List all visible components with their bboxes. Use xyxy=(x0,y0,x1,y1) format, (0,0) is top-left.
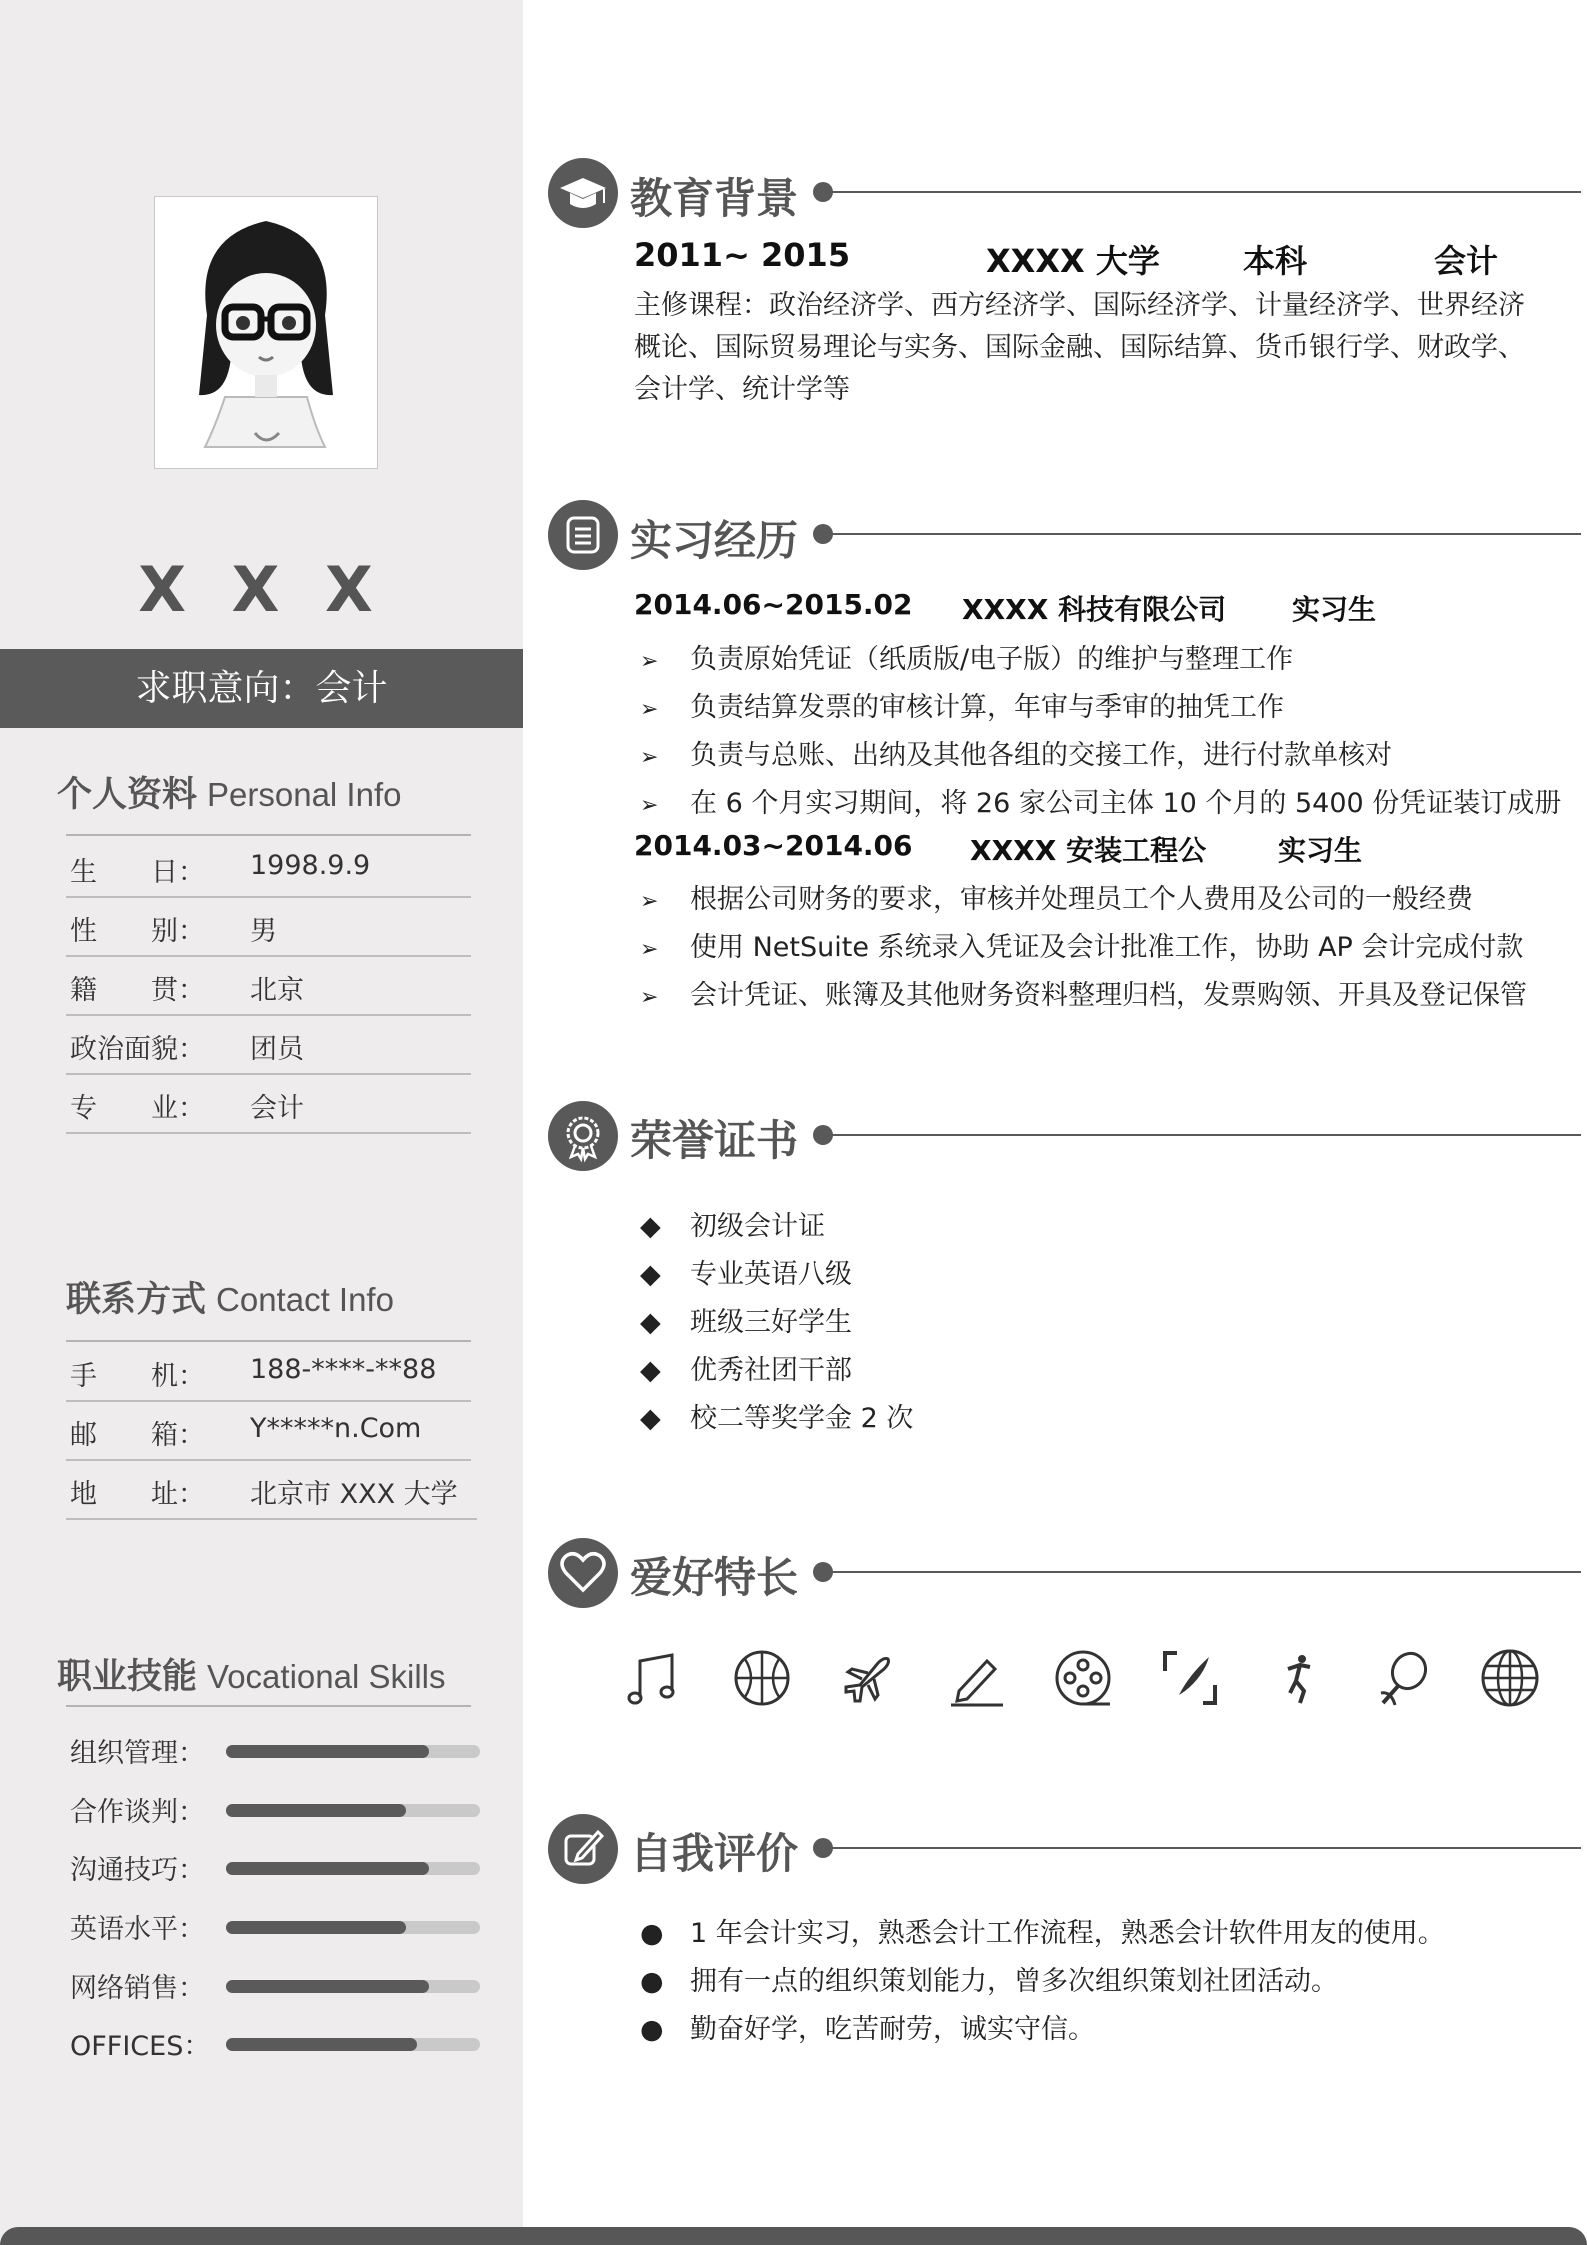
personal-info-divider xyxy=(66,834,471,836)
skill-row xyxy=(70,1966,480,2006)
honor-text: 初级会计证 xyxy=(690,1211,825,1242)
info-label: 性 别： xyxy=(70,916,205,947)
skill-label: 网络销售： xyxy=(70,1973,205,2004)
graduation-cap-icon xyxy=(548,158,618,228)
contact-info-title-en: Contact Info xyxy=(216,1281,394,1318)
arrow-bullet-icon: ➢ xyxy=(640,985,659,1010)
arrow-bullet-icon: ➢ xyxy=(640,937,659,962)
skill-bar-fill xyxy=(226,1804,406,1817)
education-period: 2011~ 2015 xyxy=(634,236,851,274)
section-line xyxy=(830,1571,1581,1573)
job-2-period: 2014.03~2014.06 xyxy=(634,829,913,862)
list-item xyxy=(640,781,1561,820)
info-row-address xyxy=(66,1460,477,1520)
section-line xyxy=(830,1847,1581,1849)
list-item xyxy=(640,877,1473,916)
candidate-name: X X X xyxy=(138,553,385,626)
skill-bar-fill xyxy=(226,1745,429,1758)
badminton-icon xyxy=(1373,1647,1435,1709)
honor-text: 专业英语八级 xyxy=(690,1259,852,1290)
info-value: 会计 xyxy=(250,1093,304,1124)
job-1-role: 实习生 xyxy=(1292,593,1377,626)
skill-bar-track xyxy=(226,1745,480,1758)
skill-label: 沟通技巧： xyxy=(70,1855,205,1886)
diamond-bullet-icon: ◆ xyxy=(640,1403,661,1434)
list-item xyxy=(640,1204,825,1243)
arrow-bullet-icon: ➢ xyxy=(640,697,659,722)
self-eval-text: 拥有一点的组织策划能力，曾多次组织策划社团活动。 xyxy=(690,1966,1338,1997)
document-list-icon xyxy=(548,500,618,570)
personal-info-title-cn: 个人资料 xyxy=(57,775,198,815)
basketball-icon xyxy=(731,1647,793,1709)
duty-text: 使用 NetSuite 系统录入凭证及会计批准工作，协助 AP 会计完成付款 xyxy=(690,932,1524,963)
personal-info-title-en: Personal Info xyxy=(207,776,402,813)
job-1-company: XXXX 科技有限公司 xyxy=(962,593,1227,626)
arrow-bullet-icon: ➢ xyxy=(640,745,659,770)
skill-label: 组织管理： xyxy=(70,1738,205,1769)
duty-text: 负责原始凭证（纸质版/电子版）的维护与整理工作 xyxy=(690,644,1294,675)
job-intent-banner: 求职意向：会计 xyxy=(0,649,523,728)
education-degree: 本科 xyxy=(1243,242,1308,280)
education-school: XXXX 大学 xyxy=(986,242,1160,280)
contact-info-heading xyxy=(66,1272,394,1322)
duty-text: 在 6 个月实习期间，将 26 家公司主体 10 个月的 5400 份凭证装订成册 xyxy=(690,788,1562,819)
list-item xyxy=(640,1348,852,1387)
arrow-bullet-icon: ➢ xyxy=(640,649,659,674)
diamond-bullet-icon: ◆ xyxy=(640,1211,661,1242)
skill-bar-track xyxy=(226,2038,480,2051)
skill-bar-track xyxy=(226,1921,480,1934)
info-label: 手 机： xyxy=(70,1361,205,1392)
list-item xyxy=(640,637,1293,676)
globe-icon xyxy=(1479,1647,1541,1709)
contact-info-title-cn: 联系方式 xyxy=(66,1280,207,1320)
avatar-illustration xyxy=(155,197,377,468)
airplane-icon xyxy=(838,1647,900,1709)
info-row-major xyxy=(66,1074,471,1134)
dot-bullet-icon: ● xyxy=(640,2014,664,2045)
list-item xyxy=(640,733,1392,772)
info-label: 籍 贯： xyxy=(70,975,205,1006)
dot-bullet-icon: ● xyxy=(640,1966,664,1997)
skill-bar-fill xyxy=(226,1980,429,1993)
list-item xyxy=(640,1300,852,1339)
skill-bar-track xyxy=(226,1980,480,1993)
personal-info-heading xyxy=(57,767,401,817)
info-value: 1998.9.9 xyxy=(250,850,371,881)
info-label: 生 日： xyxy=(70,857,205,888)
honor-text: 班级三好学生 xyxy=(690,1307,852,1338)
list-item xyxy=(640,1396,913,1435)
heart-icon xyxy=(548,1538,618,1608)
honor-text: 校二等奖学金 2 次 xyxy=(690,1403,914,1434)
skills-divider xyxy=(66,1705,471,1707)
skill-row xyxy=(70,1907,480,1947)
avatar xyxy=(154,196,378,469)
duty-text: 会计凭证、账簿及其他财务资料整理归档，发票购领、开具及登记保管 xyxy=(690,980,1527,1011)
info-label: 政治面貌： xyxy=(70,1034,205,1065)
diamond-bullet-icon: ◆ xyxy=(640,1307,661,1338)
list-item xyxy=(640,1959,1338,1998)
skill-row xyxy=(70,1731,480,1771)
film-reel-icon xyxy=(1052,1647,1114,1709)
skill-bar-fill xyxy=(226,1921,406,1934)
honor-text: 优秀社团干部 xyxy=(690,1355,852,1386)
job-1-period: 2014.06~2015.02 xyxy=(634,588,913,621)
diamond-bullet-icon: ◆ xyxy=(640,1259,661,1290)
pen-icon xyxy=(945,1647,1007,1709)
info-value: 188-****-**88 xyxy=(250,1354,437,1385)
skill-row xyxy=(70,2024,480,2064)
info-value: 团员 xyxy=(250,1034,304,1065)
dance-icon xyxy=(1266,1647,1328,1709)
dot-bullet-icon: ● xyxy=(640,1918,664,1949)
info-row-email xyxy=(66,1401,471,1461)
section-line xyxy=(830,533,1581,535)
list-item xyxy=(640,925,1523,964)
skills-title-en: Vocational Skills xyxy=(207,1658,446,1695)
skills-heading xyxy=(57,1649,445,1699)
edit-icon xyxy=(548,1814,618,1884)
info-row-birthday xyxy=(66,838,471,898)
skill-label: 英语水平： xyxy=(70,1914,205,1945)
education-title: 教育背景 xyxy=(630,174,799,223)
skill-row xyxy=(70,1848,480,1888)
footer-bar xyxy=(0,2227,1587,2245)
info-row-hometown xyxy=(66,956,471,1016)
info-value: 男 xyxy=(250,916,277,947)
info-value: 北京市 XXX 大学 xyxy=(250,1479,458,1510)
job-2-role: 实习生 xyxy=(1278,834,1363,867)
skills-title-cn: 职业技能 xyxy=(57,1657,198,1697)
info-label: 邮 箱： xyxy=(70,1420,205,1451)
info-label: 专 业： xyxy=(70,1093,205,1124)
skill-bar-track xyxy=(226,1804,480,1817)
skill-row xyxy=(70,1790,480,1830)
diamond-bullet-icon: ◆ xyxy=(640,1355,661,1386)
arrow-bullet-icon: ➢ xyxy=(640,793,659,818)
info-value: Y*****n.Com xyxy=(250,1413,422,1444)
job-2-company: XXXX 安装工程公 xyxy=(970,834,1207,867)
info-row-gender xyxy=(66,897,471,957)
skill-bar-track xyxy=(226,1862,480,1875)
list-item xyxy=(640,1911,1445,1950)
section-line xyxy=(830,1134,1581,1136)
info-value: 北京 xyxy=(250,975,304,1006)
education-major: 会计 xyxy=(1434,242,1499,280)
info-row-political xyxy=(66,1015,471,1075)
duty-text: 负责结算发票的审核计算，年审与季审的抽凭工作 xyxy=(690,692,1284,723)
skill-label: OFFICES： xyxy=(70,2031,211,2062)
award-badge-icon xyxy=(548,1101,618,1171)
self-eval-text: 勤奋好学，吃苦耐劳，诚实守信。 xyxy=(690,2014,1095,2045)
sidebar xyxy=(0,0,523,2245)
duty-text: 负责与总账、出纳及其他各组的交接工作，进行付款单核对 xyxy=(690,740,1392,771)
education-courses: 主修课程：政治经济学、西方经济学、国际经济学、计量经济学、世界经济概论、国际贸易理论与实务、国际金融、国际结算、货币银行学、财政学、会计学、统计学等 xyxy=(634,290,1525,405)
arrow-bullet-icon: ➢ xyxy=(640,889,659,914)
hobbies-title: 爱好特长 xyxy=(630,1553,799,1602)
self-eval-title: 自我评价 xyxy=(630,1829,799,1878)
info-row-phone xyxy=(66,1342,471,1402)
duty-text: 根据公司财务的要求，审核并处理员工个人费用及公司的一般经费 xyxy=(690,884,1473,915)
internships-title: 实习经历 xyxy=(630,516,799,565)
list-item xyxy=(640,685,1284,724)
list-item xyxy=(640,2007,1095,2046)
skill-bar-fill xyxy=(226,2038,417,2051)
list-item xyxy=(640,1252,852,1291)
skill-bar-fill xyxy=(226,1862,429,1875)
music-icon xyxy=(624,1647,686,1709)
section-line xyxy=(830,191,1581,193)
list-item xyxy=(640,973,1527,1012)
honors-title: 荣誉证书 xyxy=(630,1116,799,1165)
writing-icon xyxy=(1159,1647,1221,1709)
skill-label: 合作谈判： xyxy=(70,1797,205,1828)
info-label: 地 址： xyxy=(70,1479,205,1510)
self-eval-text: 1 年会计实习，熟悉会计工作流程，熟悉会计软件用友的使用。 xyxy=(690,1918,1445,1949)
